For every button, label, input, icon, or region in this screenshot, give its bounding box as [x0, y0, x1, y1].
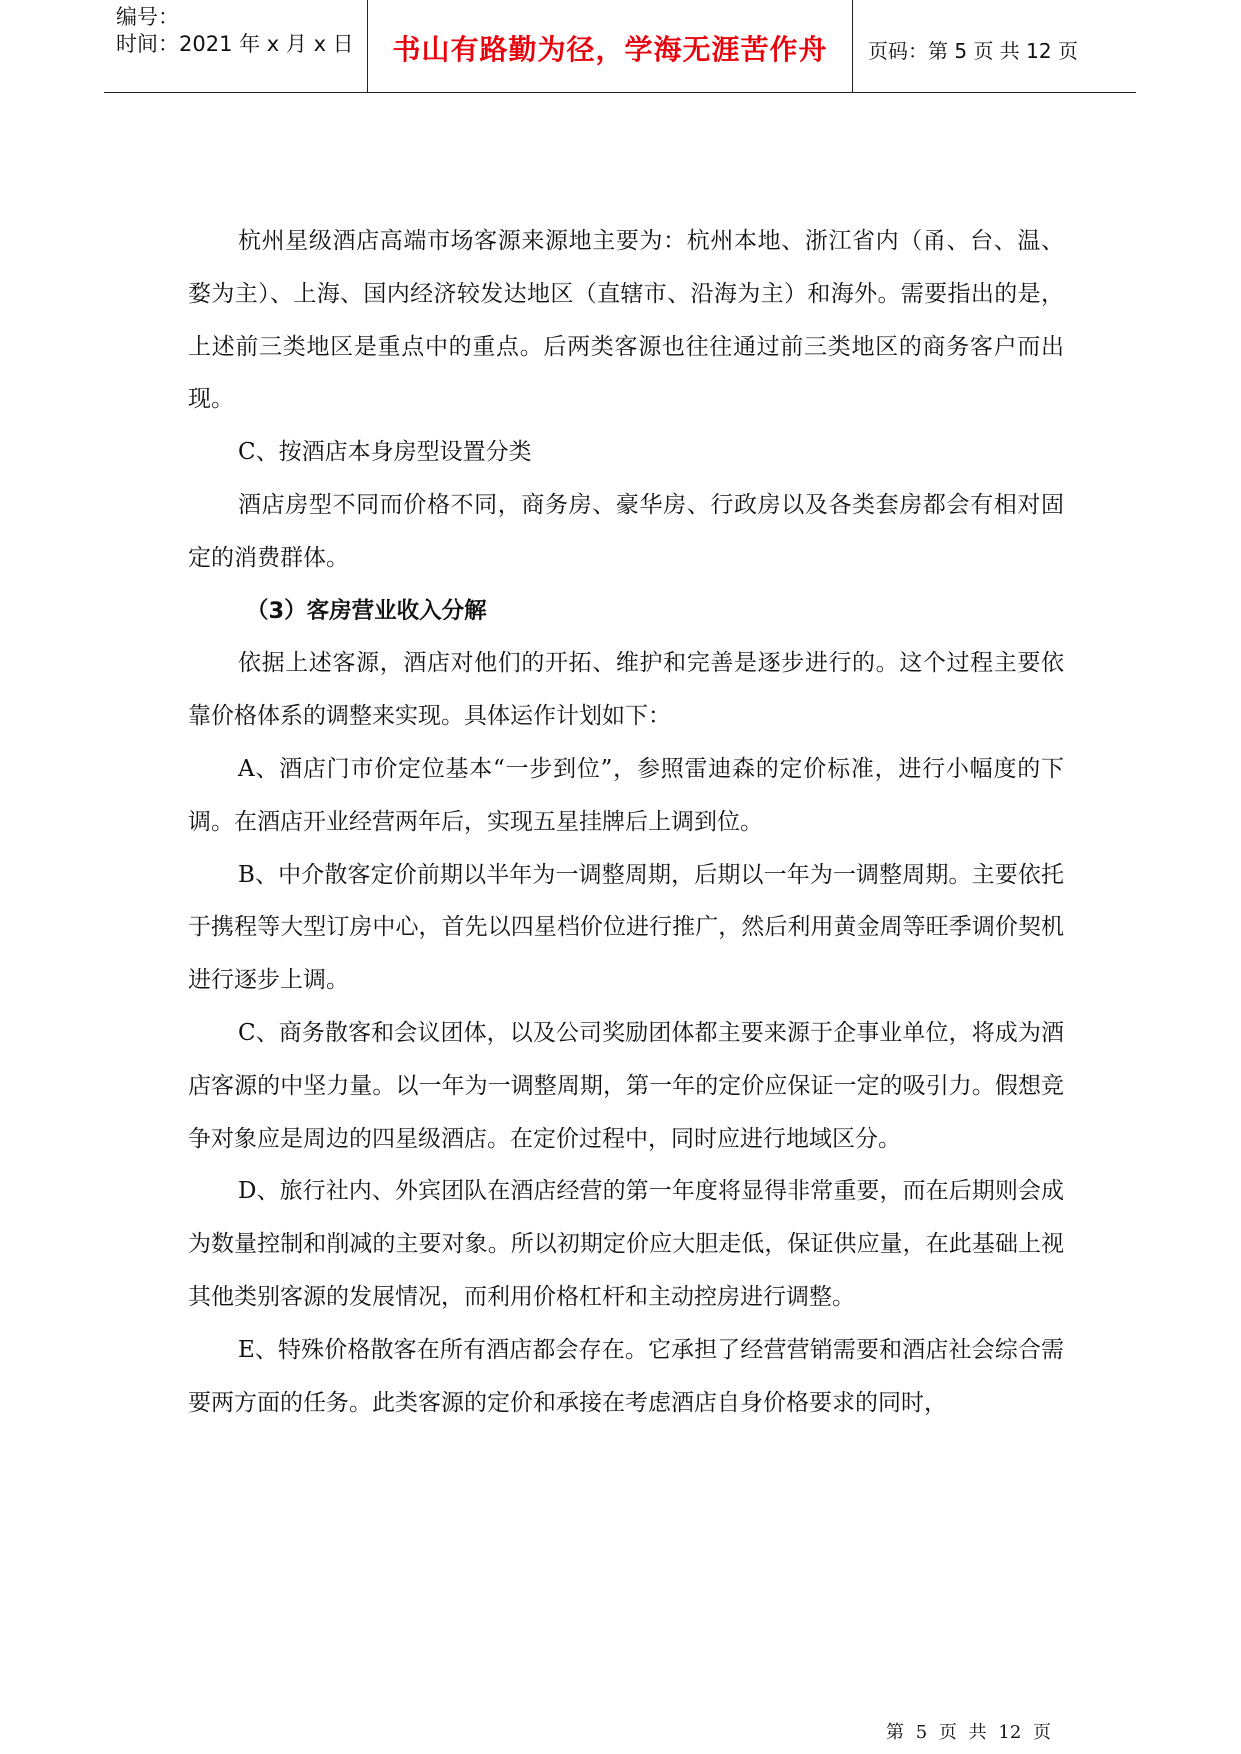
paragraph: 杭州星级酒店高端市场客源来源地主要为：杭州本地、浙江省内（甬、台、温、婺为主）、上海、国内经济较发达地区（直辖市、沿海为主）和海外。需要指出的是，上述前三类地区是重点中的重点。后两类客源也往往通过前三类地区的商务客户而出现。: [188, 228, 1064, 413]
paragraph: C、按酒店本身房型设置分类: [238, 439, 532, 466]
document-body: [188, 215, 1064, 1429]
header-rule: [104, 92, 1136, 93]
paragraph: C、商务散客和会议团体，以及公司奖励团体都主要来源于企事业单位，将成为酒店客源的中坚力量。以一年为一调整周期，第一年的定价应保证一定的吸引力。假想竞争对象应是周边的四星级酒店。在定价过程中，同时应进行地域区分。: [188, 1019, 1064, 1152]
header-motto: 书山有路勤为径，学海无涯苦作舟: [392, 33, 828, 66]
header-divider: [852, 0, 853, 93]
paragraph: A、酒店门市价定位基本“一步到位”，参照雷迪森的定价标准，进行小幅度的下调。在酒店开业经营两年后，实现五星挂牌后上调到位。: [188, 755, 1064, 835]
number-label: 编号：: [116, 5, 179, 29]
page-footer: 第 5 页 共 12 页: [886, 1722, 1051, 1743]
page-header: [104, 0, 1136, 93]
paragraph: 依据上述客源，酒店对他们的开拓、维护和完善是逐步进行的。这个过程主要依靠价格体系的调整来实现。具体运作计划如下：: [188, 650, 1064, 730]
paragraph: 酒店房型不同而价格不同，商务房、豪华房、行政房以及各类套房都会有相对固定的消费群体。: [188, 491, 1064, 571]
section-heading: （3）客房营业收入分解: [246, 597, 487, 624]
header-page-number: 页码：第 5 页 共 12 页: [868, 39, 1078, 63]
time-label: 时间：2021 年 x 月 x 日: [116, 32, 354, 56]
paragraph: D、旅行社内、外宾团队在酒店经营的第一年度将显得非常重要，而在后期则会成为数量控制和削减的主要对象。所以初期定价应大胆走低，保证供应量，在此基础上视其他类别客源的发展情况，而利用价格杠杆和主动控房进行调整。: [188, 1178, 1064, 1310]
paragraph: E、特殊价格散客在所有酒店都会存在。它承担了经营营销需要和酒店社会综合需要两方面的任务。此类客源的定价和承接在考虑酒店自身价格要求的同时，: [188, 1336, 1064, 1416]
paragraph: B、中介散客定价前期以半年为一调整周期，后期以一年为一调整周期。主要依托于携程等大型订房中心，首先以四星档价位进行推广，然后利用黄金周等旺季调价契机进行逐步上调。: [188, 861, 1064, 994]
